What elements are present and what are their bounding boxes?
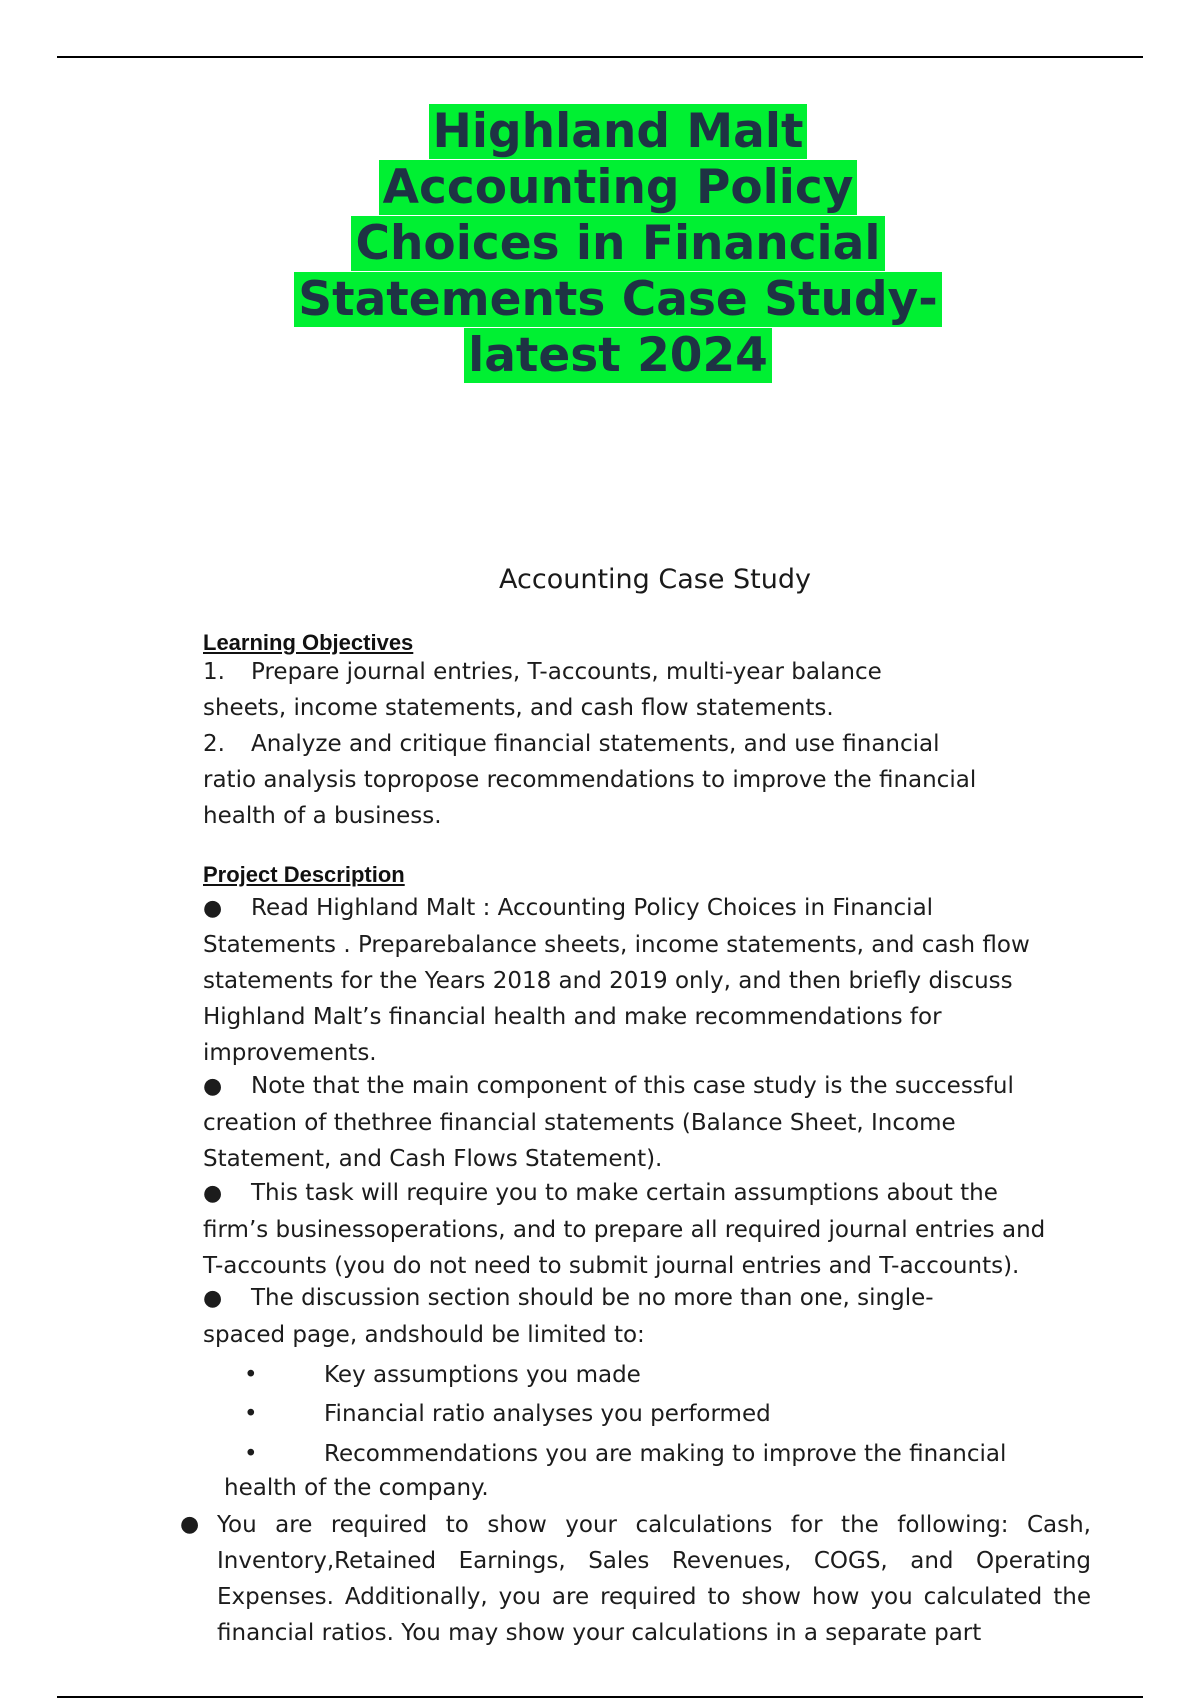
bullet-2-line-2: creation of thethree financial statements (Balance Sheet, Income bbox=[203, 1110, 956, 1136]
bullet-2-glyph: ● bbox=[203, 1074, 223, 1099]
top-rule bbox=[57, 56, 1143, 58]
bullet-4 bbox=[203, 1280, 1103, 1353]
bottom-rule bbox=[57, 1696, 1143, 1698]
project-description-heading: Project Description bbox=[203, 862, 405, 887]
bullet-1-line-1: Read Highland Malt : Accounting Policy Choices in Financial bbox=[251, 895, 934, 921]
bullet-1-line-4: Highland Malt’s financial health and make recommendations for bbox=[203, 1004, 942, 1030]
sub-item-2 bbox=[244, 1396, 771, 1432]
title-line-3: Choices in Financial bbox=[351, 216, 884, 271]
bullet-3 bbox=[203, 1175, 1103, 1284]
bullet-4-line-1: The discussion section should be no more than one, single- bbox=[251, 1285, 934, 1311]
bullet-2 bbox=[203, 1068, 1103, 1177]
sub-item-3-glyph: • bbox=[244, 1441, 258, 1467]
title-line-2: Accounting Policy bbox=[379, 160, 858, 215]
objective-2-number: 2. bbox=[203, 731, 225, 757]
sub-item-3-continuation: health of the company. bbox=[224, 1475, 489, 1501]
sub-item-1-text: Key assumptions you made bbox=[324, 1362, 641, 1388]
bullet-3-glyph: ● bbox=[203, 1181, 223, 1206]
bullet-3-line-3: T-accounts (you do not need to submit journal entries and T-accounts). bbox=[203, 1253, 1020, 1279]
bullet-2-line-3: Statement, and Cash Flows Statement). bbox=[203, 1146, 663, 1172]
document-subtitle: Accounting Case Study bbox=[499, 564, 811, 595]
objective-2-rest2: health of a business. bbox=[203, 803, 442, 829]
objective-2-line1: Analyze and critique financial statements, and use financial bbox=[251, 731, 940, 757]
bullet-1 bbox=[203, 890, 1103, 1071]
objective-2 bbox=[203, 726, 1103, 834]
bullet-1-line-5: improvements. bbox=[203, 1040, 377, 1066]
document-title bbox=[0, 104, 1200, 384]
sub-item-1-glyph: • bbox=[244, 1362, 258, 1388]
sub-item-3 bbox=[244, 1436, 1006, 1472]
bullet-5-glyph: ● bbox=[180, 1512, 200, 1537]
title-line-1: Highland Malt bbox=[429, 104, 808, 159]
sub-item-2-text: Financial ratio analyses you performed bbox=[324, 1401, 771, 1427]
sub-item-3-text: Recommendations you are making to improve the financial bbox=[324, 1441, 1007, 1467]
sub-item-1 bbox=[244, 1357, 641, 1393]
bullet-5-text: You are required to show your calculations for the following: Cash, Inventory,Retained Earnings, Sales Revenues, COGS, and Operating Expenses. Additionally, you are required to show how you calculated the financial ratios. You may show your calculations in a separate part bbox=[217, 1512, 1091, 1646]
title-line-5: latest 2024 bbox=[464, 328, 772, 383]
objective-1-rest: sheets, income statements, and cash flow statements. bbox=[203, 695, 834, 721]
title-line-4: Statements Case Study- bbox=[294, 272, 941, 327]
bullet-3-line-1: This task will require you to make certain assumptions about the bbox=[251, 1180, 998, 1206]
objective-1 bbox=[203, 654, 1103, 726]
objective-2-rest: ratio analysis topropose recommendations to improve the financial bbox=[203, 767, 977, 793]
bullet-1-line-3: statements for the Years 2018 and 2019 only, and then briefly discuss bbox=[203, 968, 1013, 994]
learning-objectives-heading: Learning Objectives bbox=[203, 630, 414, 655]
bullet-1-glyph: ● bbox=[203, 896, 223, 921]
objective-1-number: 1. bbox=[203, 659, 225, 685]
bullet-1-line-2: Statements . Preparebalance sheets, income statements, and cash flow bbox=[203, 932, 1030, 958]
bullet-2-line-1: Note that the main component of this case study is the successful bbox=[251, 1073, 1014, 1099]
bullet-4-glyph: ● bbox=[203, 1286, 223, 1311]
bullet-4-line-2: spaced page, andshould be limited to: bbox=[203, 1322, 645, 1348]
sub-item-2-glyph: • bbox=[244, 1401, 258, 1427]
objective-1-line1: Prepare journal entries, T-accounts, multi-year balance bbox=[251, 659, 882, 685]
bullet-3-line-2: firm’s businessoperations, and to prepare all required journal entries and bbox=[203, 1217, 1046, 1243]
